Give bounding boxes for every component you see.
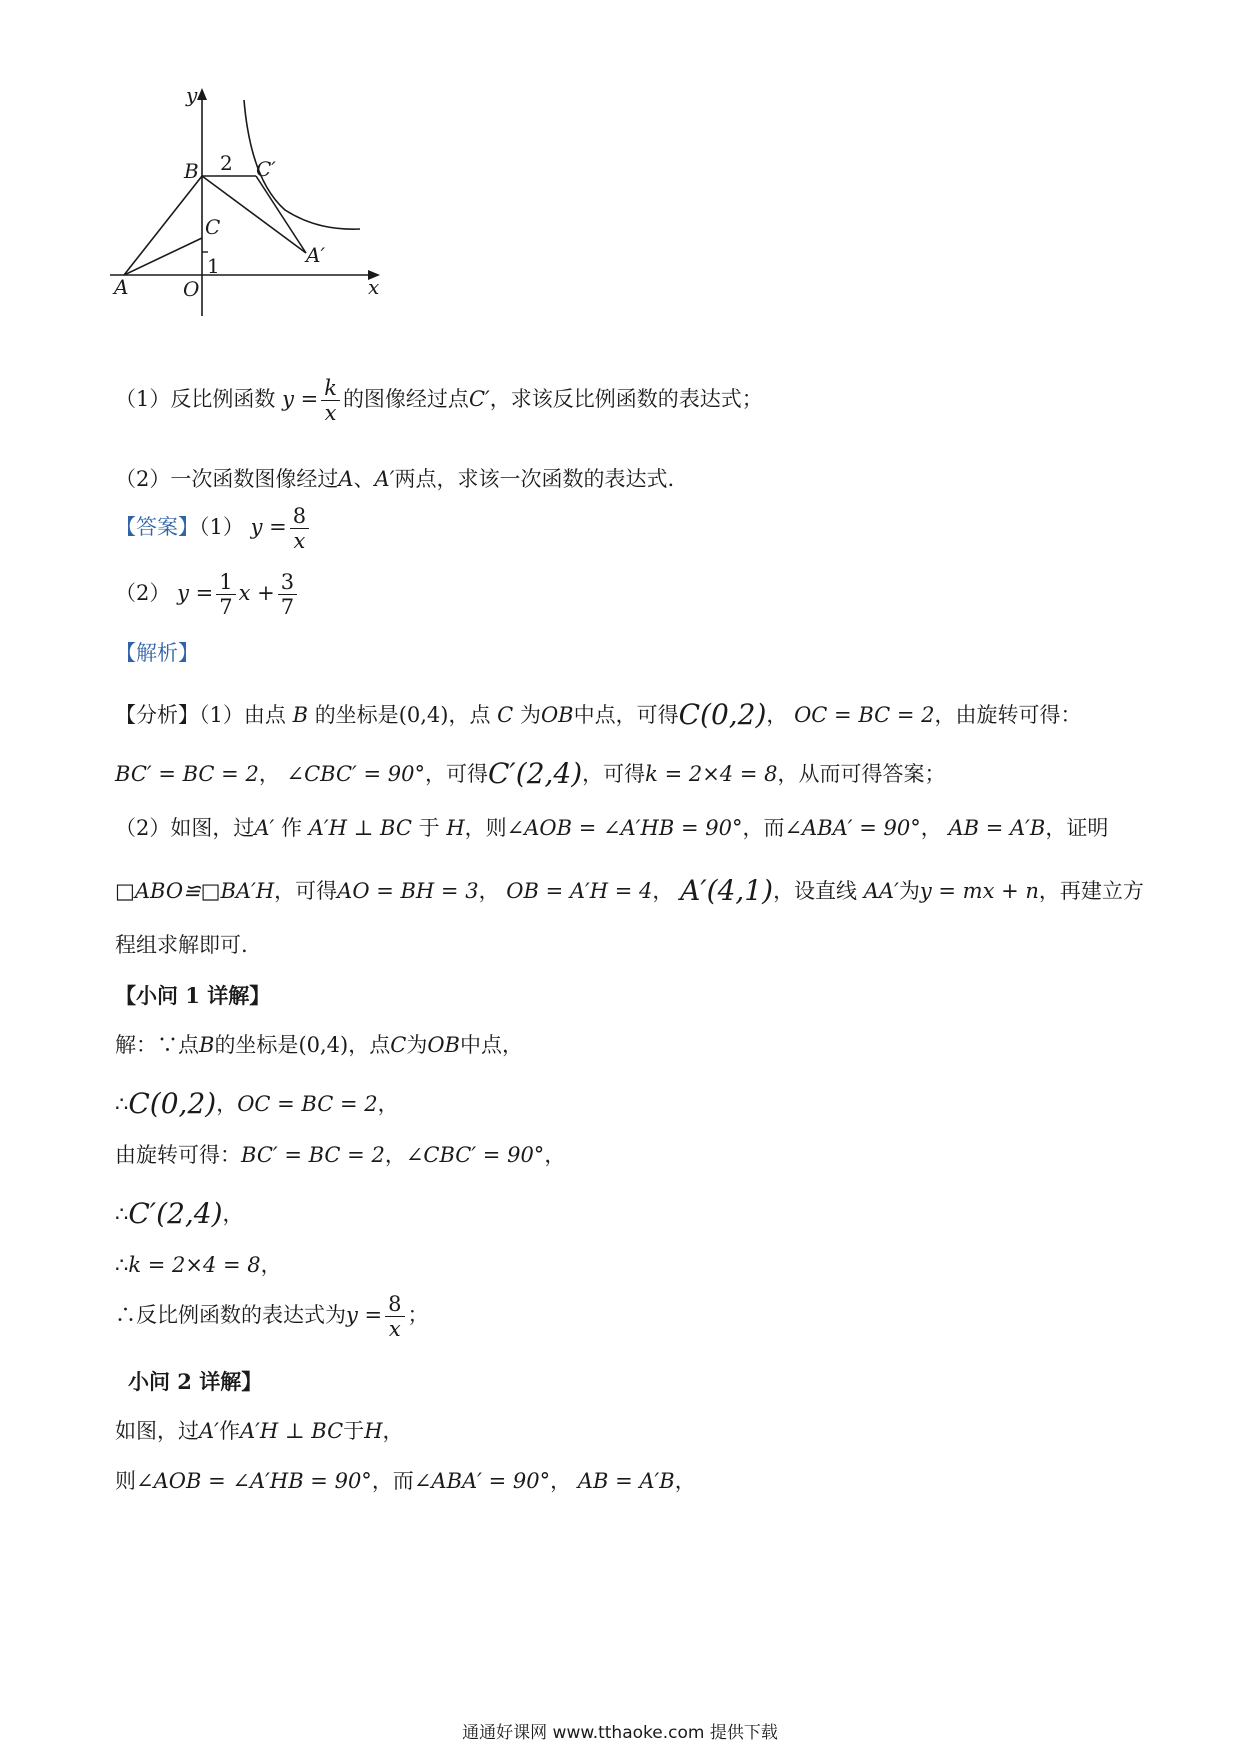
a-l4e: OB = A′H = 4 <box>506 879 653 903</box>
s2-r1a: 如图，过 <box>115 1419 199 1443</box>
a-l4k: y = mx + n <box>919 879 1039 903</box>
q1-frac-den: x <box>324 401 337 426</box>
a-l1e: 中点，可得 <box>573 703 679 727</box>
s1-r4a: ∴ <box>115 1202 129 1226</box>
s2-r2d: ∠ABA′ = 90° <box>413 1469 551 1493</box>
a-l2a: BC′ = BC = 2 <box>115 762 259 786</box>
a-l3a: （2）如图，过 <box>115 816 255 840</box>
a-l3j: ∠ABA′ = 90° <box>784 816 921 840</box>
s1-r3e: ， <box>544 1143 566 1167</box>
analysis-line-5: 程组求解即可. <box>115 933 248 957</box>
a-l4g: A′(4,1) <box>680 874 774 907</box>
s1-r1f: C <box>390 1033 407 1057</box>
s2-r2a: 则 <box>115 1469 136 1493</box>
s2-r1c: 作 <box>218 1419 240 1443</box>
analysis-line-2 <box>115 756 945 792</box>
a-l2f: ，可得 <box>582 762 646 786</box>
a-l4f: ， <box>652 879 674 903</box>
a-l2d: ，可得 <box>425 762 488 786</box>
a-OB: OB <box>540 703 574 727</box>
answer1-y-eq: y = <box>250 515 287 540</box>
s1-r2e: ， <box>377 1092 399 1116</box>
a-l4d: ， <box>478 879 500 903</box>
s1-r1b: B <box>199 1033 215 1057</box>
s1-r6-fraction <box>385 1292 404 1341</box>
a-OCBC: OC = BC = 2 <box>794 703 935 727</box>
label-C: C <box>205 215 221 239</box>
q1-fraction <box>321 376 340 425</box>
answer2-n2: 3 <box>278 570 297 595</box>
segment-C-prime-A-prime <box>256 176 306 253</box>
page-footer: 通通好课网 www.tthaoke.com 提供下载 <box>462 1723 778 1743</box>
answer-part1: （1） <box>199 515 244 540</box>
analysis-line-4 <box>115 873 1144 909</box>
q2-A-prime: A′ <box>374 467 395 491</box>
answer1-fraction <box>290 504 309 553</box>
s2-r2b: ∠AOB = ∠A′HB = 90° <box>136 1469 372 1493</box>
sub1-row-4 <box>115 1196 244 1232</box>
a-l3l: AB = A′B <box>948 816 1046 840</box>
a-l4l: ，再建立方 <box>1038 879 1144 903</box>
answer-2 <box>115 570 300 619</box>
s1-r4c: ， <box>222 1202 244 1226</box>
s1-r6d: x <box>388 1317 401 1342</box>
s1-r3d: ∠CBC′ = 90° <box>405 1143 545 1167</box>
analysis-line-3 <box>115 815 1108 842</box>
label-x: x <box>368 275 380 299</box>
a-l3b: A′ <box>254 816 275 840</box>
y-axis-arrow <box>197 88 207 100</box>
a-l2c: ∠CBC′ = 90° <box>286 762 425 786</box>
question-1 <box>115 376 763 425</box>
answer1-den: x <box>293 529 306 554</box>
a-l1g: ，由旋转可得： <box>934 703 1082 727</box>
sub1-row-1 <box>115 1032 523 1059</box>
q1-frac-num: k <box>321 376 340 401</box>
s1-r1g: 为 <box>406 1033 428 1057</box>
label-C-prime: C′ <box>256 157 276 181</box>
s1-r6a: ∴反比例函数的表达式为 <box>115 1303 346 1328</box>
a-c04: (0,4) <box>398 703 449 727</box>
segment-AB <box>124 176 202 275</box>
s1-r1c: 的坐标是 <box>214 1033 299 1057</box>
answer1-num: 8 <box>290 504 309 529</box>
s1-r2a: ∴ <box>115 1092 129 1116</box>
s1-r1d: (0,4) <box>298 1033 349 1057</box>
q2-tail: 两点，求该一次函数的表达式. <box>394 467 675 491</box>
a-l2g: k = 2×4 = 8 <box>645 762 778 786</box>
a-l3f: H <box>446 816 465 840</box>
sub1-row-6 <box>115 1292 429 1341</box>
s1-r1i: 中点， <box>459 1033 523 1057</box>
label-2: 2 <box>220 151 233 175</box>
q1-pre: 反比例函数 <box>170 387 276 412</box>
s1-r5a: ∴ <box>115 1253 129 1277</box>
q1-tail: ，求该反比例函数的表达式； <box>489 387 763 412</box>
s2-r1g: ， <box>382 1419 404 1443</box>
s1-r6e: ； <box>407 1303 429 1328</box>
sub1-row-2 <box>115 1086 399 1122</box>
a-C02: C(0,2) <box>678 698 767 731</box>
s1-r3b: BC′ = BC = 2 <box>241 1143 385 1167</box>
a-l4h: ，设直线 <box>773 879 858 903</box>
answer-tag: 【答案】 <box>115 515 199 540</box>
s2-r2f: AB = A′B <box>577 1469 675 1493</box>
a-l3g: ，则 <box>464 816 507 840</box>
q1-post: 的图像经过点 <box>342 387 469 412</box>
q2-sep: 、 <box>353 467 375 491</box>
label-O: O <box>183 277 200 301</box>
a-l2e: C′(2,4) <box>488 757 583 790</box>
s2-r1e: 于 <box>343 1419 365 1443</box>
a-B: B <box>292 703 308 727</box>
a-l3m: ，证明 <box>1045 816 1109 840</box>
q1-y-eq: y = <box>282 387 319 412</box>
s1-r3c: ， <box>384 1143 406 1167</box>
a-l1d: 为 <box>519 703 541 727</box>
answer2-d1: 7 <box>219 595 233 620</box>
answer2-n1: 1 <box>216 570 235 595</box>
s2-r1f: H <box>364 1419 383 1443</box>
sub1-row-3 <box>115 1142 565 1169</box>
a-l1c: ，点 <box>448 703 491 727</box>
segment-AC <box>124 238 202 275</box>
a-l3e: 于 <box>418 816 440 840</box>
label-B: B <box>184 159 199 183</box>
q2-A: A <box>338 467 354 491</box>
a-l4i: AA′ <box>863 879 899 903</box>
a-l1f: ， <box>766 703 788 727</box>
s1-r2c: ， <box>216 1092 238 1116</box>
sub2-row-2 <box>115 1468 696 1495</box>
q2-text: （2）一次函数图像经过 <box>115 467 339 491</box>
s1-r5b: k = 2×4 = 8 <box>128 1253 261 1277</box>
a-l3c: 作 <box>281 816 302 840</box>
answer2-d2: 7 <box>280 595 295 620</box>
a-l4a: □ABO≌□BA′H <box>115 879 275 903</box>
s2-r2e: ， <box>550 1469 572 1493</box>
a-l1b: 的坐标是 <box>314 703 399 727</box>
s1-r1h: OB <box>427 1033 460 1057</box>
a-l4j: 为 <box>898 879 920 903</box>
analysis-line-1 <box>115 697 1082 733</box>
q1-point: C′ <box>468 387 490 412</box>
answer2-part: （2） <box>115 581 171 606</box>
sub2-row-1 <box>115 1418 404 1445</box>
a-l3h: ∠AOB = ∠A′HB = 90° <box>506 816 743 840</box>
a-C: C <box>497 703 514 727</box>
s2-r1b: A′ <box>199 1419 219 1443</box>
answer2-mid: x + <box>238 581 275 606</box>
s2-r2c: ，而 <box>371 1469 414 1493</box>
a-l4c: AO = BH = 3 <box>337 879 479 903</box>
answer2-y-eq: y = <box>177 581 214 606</box>
label-A: A <box>114 275 129 299</box>
q1-number: （1） <box>115 387 171 412</box>
s1-r4b: C′(2,4) <box>128 1197 223 1230</box>
a-l3i: ，而 <box>742 816 785 840</box>
s1-r6b: y = <box>346 1303 383 1328</box>
jiexi-tag: 【解析】 <box>115 641 199 665</box>
a-l1a: 【分析】（1）由点 <box>115 703 286 727</box>
answer-1 <box>115 504 312 553</box>
s1-r2b: C(0,2) <box>128 1087 217 1120</box>
label-A-prime: A′ <box>306 243 325 267</box>
coordinate-figure <box>110 88 440 328</box>
sub1-title: 【小问 1 详解】 <box>115 983 271 1008</box>
s1-r5c: ， <box>260 1253 282 1277</box>
answer2-frac1 <box>216 570 235 619</box>
a-l3d: A′H ⊥ BC <box>308 816 412 840</box>
answer2-frac2 <box>278 570 297 619</box>
a-l2b: ， <box>258 762 280 786</box>
label-1: 1 <box>207 254 220 278</box>
s1-r1e: ，点 <box>348 1033 391 1057</box>
s1-r1a: 解：∵点 <box>115 1033 199 1057</box>
s1-r2d: OC = BC = 2 <box>237 1092 378 1116</box>
question-2 <box>115 466 674 493</box>
a-l2h: ，从而可得答案； <box>777 762 946 786</box>
sub1-row-5 <box>115 1252 282 1279</box>
s2-r1d: A′H ⊥ BC <box>239 1419 344 1443</box>
sub2-title: 小问 2 详解】 <box>128 1369 263 1394</box>
s2-r2g: ， <box>674 1469 696 1493</box>
a-l4b: ，可得 <box>274 879 338 903</box>
a-l3k: ， <box>920 816 942 840</box>
label-y: y <box>186 88 198 107</box>
s1-r6n: 8 <box>385 1292 404 1317</box>
s1-r3a: 由旋转可得： <box>115 1143 241 1167</box>
